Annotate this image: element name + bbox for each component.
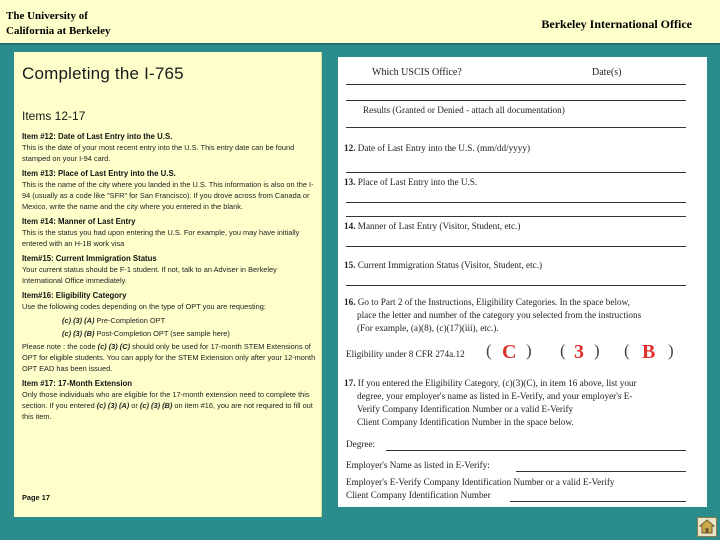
- q13-line-2: [346, 216, 686, 217]
- house-icon: [698, 518, 716, 536]
- q17-label: [344, 378, 637, 388]
- code-post-completion-desc: Post-Completion OPT (see sample here): [94, 329, 230, 338]
- item-13-heading: Item #13: Place of Last Entry into the U.S.: [22, 169, 176, 178]
- category-letter-b: B: [642, 341, 656, 363]
- q14-label: [344, 221, 520, 231]
- everify-label-2: Client Company Identification Number: [346, 490, 491, 500]
- item-16-note: [22, 341, 318, 374]
- office-line-2: [346, 100, 686, 101]
- q16-label: [344, 297, 630, 307]
- q16-line-2-text: place the letter and number of the category you selected from the instructions: [357, 310, 642, 320]
- category-letter-c: C: [502, 341, 517, 363]
- results-label: Results (Granted or Denied - attach all documentation): [363, 105, 565, 115]
- code-post-completion: (c) (3) (B): [62, 329, 95, 338]
- office-line: [346, 84, 686, 85]
- item-17-code-b: (c) (3) (B): [139, 401, 173, 410]
- university-line-1: The University of: [6, 10, 88, 22]
- eligibility-label: Eligibility under 8 CFR 274a.12: [346, 349, 465, 359]
- home-nav-icon[interactable]: [697, 517, 717, 537]
- q17-line-4-text: Client Company Identification Number in the space below.: [357, 417, 574, 427]
- item-17-text: [22, 389, 318, 422]
- q15-label: [344, 260, 542, 270]
- item-16-text: Use the following codes depending on the type of OPT you are requesting:: [22, 302, 266, 311]
- item-17-text-b: or: [129, 401, 140, 410]
- q17-line-2-text: degree, your employer's name as listed in E-Verify, and your employer's E-: [357, 391, 633, 401]
- item-list: [22, 131, 318, 424]
- item-14-heading: Item #14: Manner of Last Entry: [22, 217, 136, 226]
- q12-line: [346, 172, 686, 173]
- degree-line: [386, 450, 686, 451]
- everify-label-1: Employer's E-Verify Company Identification Number or a valid E-Verify: [346, 477, 615, 487]
- page-title: Completing the I-765: [22, 64, 184, 83]
- q12-label: [344, 143, 530, 153]
- q16-number: 16.: [344, 297, 356, 307]
- paren-open-3: (: [624, 341, 630, 360]
- item-13-text: This is the name of the city where you landed in the U.S. This information is also on the I-94 (usually as a code like "SFR" for San Francisco). If you drove across from Canada or Mexico, write the name and the city where you entered in the blank.: [22, 180, 314, 211]
- item-17-text-c: on item #16, you are not required to fill out this item.: [22, 401, 313, 421]
- q13-label: [344, 177, 477, 187]
- item-17-text-a: Only those individuals who are eligible for the 17-month extension need to complete this section. If you entered: [22, 390, 310, 410]
- paren-close-2: ): [594, 341, 600, 360]
- q13-number: 13.: [344, 177, 356, 187]
- q13-line: [346, 202, 686, 203]
- paren-close-1: ): [526, 341, 532, 360]
- paren-close-3: ): [668, 341, 674, 360]
- q17-line-3-text: Verify Company Identification Number or a valid E-Verify: [357, 404, 574, 414]
- q14-line: [346, 246, 686, 247]
- q14-number: 14.: [344, 221, 356, 231]
- results-line: [346, 127, 686, 128]
- item-17-heading: Item #17: 17-Month Extension: [22, 379, 133, 388]
- office-name: Berkeley International Office: [541, 17, 692, 31]
- degree-label: Degree:: [346, 439, 376, 449]
- q15-number: 15.: [344, 260, 356, 270]
- instructions-panel: [14, 52, 322, 517]
- item-17-code-a: (c) (3) (A): [96, 401, 130, 410]
- uscis-office-label: Which USCIS Office?: [372, 67, 462, 78]
- everify-line: [510, 501, 686, 502]
- item-16-option-1: [22, 315, 318, 326]
- item-15-text: Your current status should be F-1 student. If not, talk to an Adviser in Berkeley International Office immediately.: [22, 265, 277, 285]
- q12-text: Date of Last Entry into the U.S. (mm/dd/yyyy): [355, 143, 531, 153]
- university-name: [6, 9, 146, 39]
- q13-text: Place of Last Entry into the U.S.: [355, 177, 478, 187]
- q17-text: If you entered the Eligibility Category, (c)(3)(C), in item 16 above, list your: [355, 378, 637, 388]
- q14-text: Manner of Last Entry (Visitor, Student, etc.): [355, 221, 521, 231]
- q15-line: [346, 285, 686, 286]
- item-14-text: This is the status you had upon entering the U.S. For example, you may have initially entered with an H-1B work visa: [22, 228, 300, 248]
- paren-open-1: (: [486, 341, 492, 360]
- item-16-heading: Item#16: Eligibility Category: [22, 291, 127, 300]
- code-pre-completion: (c) (3) (A): [62, 316, 95, 325]
- employer-line: [516, 471, 686, 472]
- item-16-option-2: [22, 328, 318, 339]
- q15-text: Current Immigration Status (Visitor, Student, etc.): [355, 260, 543, 270]
- dates-label: Date(s): [592, 67, 622, 78]
- category-number-3: 3: [574, 341, 584, 363]
- item-12-heading: Item #12: Date of Last Entry into the U.S.: [22, 132, 173, 141]
- page-subtitle: Items 12-17: [22, 109, 86, 123]
- i765-form-excerpt: [338, 57, 707, 507]
- university-line-2: California at Berkeley: [6, 25, 111, 37]
- item-15-heading: Item#15: Current Immigration Status: [22, 254, 157, 263]
- q17-number: 17.: [344, 378, 356, 388]
- note-code: (c) (3) (C): [97, 342, 131, 351]
- note-text-b: should only be used for 17-month STEM Extensions of OPT for eligible students. You can apply for the STEM Extension only after your 12-month OPT EAD has been issued.: [22, 342, 316, 373]
- employer-label: Employer's Name as listed in E-Verify:: [346, 460, 490, 470]
- code-pre-completion-desc: Pre-Completion OPT: [94, 316, 166, 325]
- note-text-a: Please note : the code: [22, 342, 98, 351]
- item-12-text: This is the date of your most recent entry into the U.S. This entry date can be found stamped on your I-94 card.: [22, 143, 295, 163]
- paren-open-2: (: [560, 341, 566, 360]
- q16-line-3-text: (For example, (a)(8), (c)(17)(iii), etc.).: [357, 323, 499, 333]
- q16-text: Go to Part 2 of the Instructions, Eligibility Categories. In the space below,: [355, 297, 630, 307]
- header-bar: [0, 0, 720, 45]
- q12-number: 12.: [344, 143, 356, 153]
- page-number: Page 17: [22, 493, 50, 502]
